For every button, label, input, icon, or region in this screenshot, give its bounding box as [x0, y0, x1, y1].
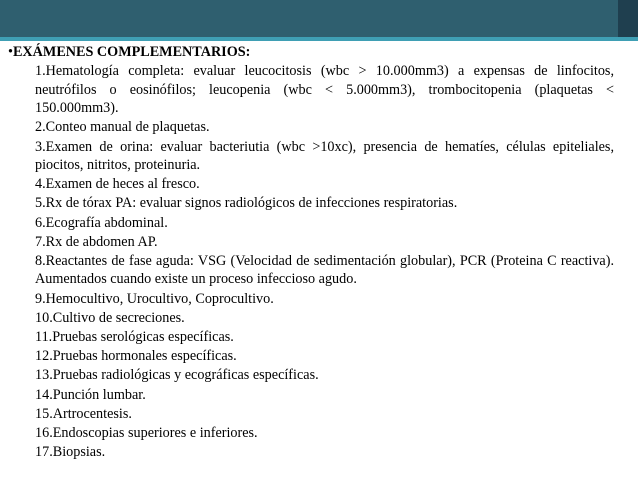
- list-item: 6.Ecografía abdominal.: [35, 214, 168, 231]
- list-item: 14.Punción lumbar.: [35, 386, 146, 403]
- list-item: 13.Pruebas radiológicas y ecográficas específicas.: [35, 367, 319, 384]
- list-item: 11.Pruebas serológicas específicas.: [35, 329, 234, 346]
- list-item: 16.Endoscopias superiores e inferiores.: [35, 425, 258, 442]
- header-accent: [618, 0, 638, 37]
- list-item: 15.Artrocentesis.: [35, 405, 132, 422]
- slide-content: [8, 43, 614, 462]
- header-rule: [0, 37, 638, 41]
- list-item: 3.Examen de orina: evaluar bacteriutia (wbc >10xc), presencia de hematíes, células epiteliales, piocitos, nitritos, proteinuria.: [35, 138, 614, 174]
- heading-text: EXÁMENES COMPLEMENTARIOS:: [12, 44, 251, 60]
- list-item: 4.Examen de heces al fresco.: [35, 176, 200, 193]
- exam-list: [8, 62, 614, 461]
- list-item: 10.Cultivo de secreciones.: [35, 309, 185, 326]
- list-item: 2.Conteo manual de plaquetas.: [35, 119, 210, 136]
- slide-heading: [8, 43, 614, 61]
- list-item: 12.Pruebas hormonales específicas.: [35, 348, 237, 365]
- list-item: 1.Hematología completa: evaluar leucocitosis (wbc > 10.000mm3) a expensas de linfocitos, neutrófilos o eosinófilos; leucopenia (wbc < 5.000mm3), trombocitopenia (plaquetas < 150.000mm3).: [35, 63, 614, 117]
- list-item: 5.Rx de tórax PA: evaluar signos radiológicos de infecciones respiratorias.: [35, 195, 458, 212]
- list-item: 7.Rx de abdomen AP.: [35, 233, 158, 250]
- header-bar: [0, 0, 638, 37]
- list-item: 9.Hemocultivo, Urocultivo, Coprocultivo.: [35, 290, 274, 307]
- list-item: 8.Reactantes de fase aguda: VSG (Velocidad de sedimentación globular), PCR (Proteina C reactiva). Aumentados cuando existe un proceso infeccioso agudo.: [35, 253, 614, 288]
- bullet-icon: •: [8, 44, 13, 60]
- list-item: 17.Biopsias.: [35, 444, 106, 461]
